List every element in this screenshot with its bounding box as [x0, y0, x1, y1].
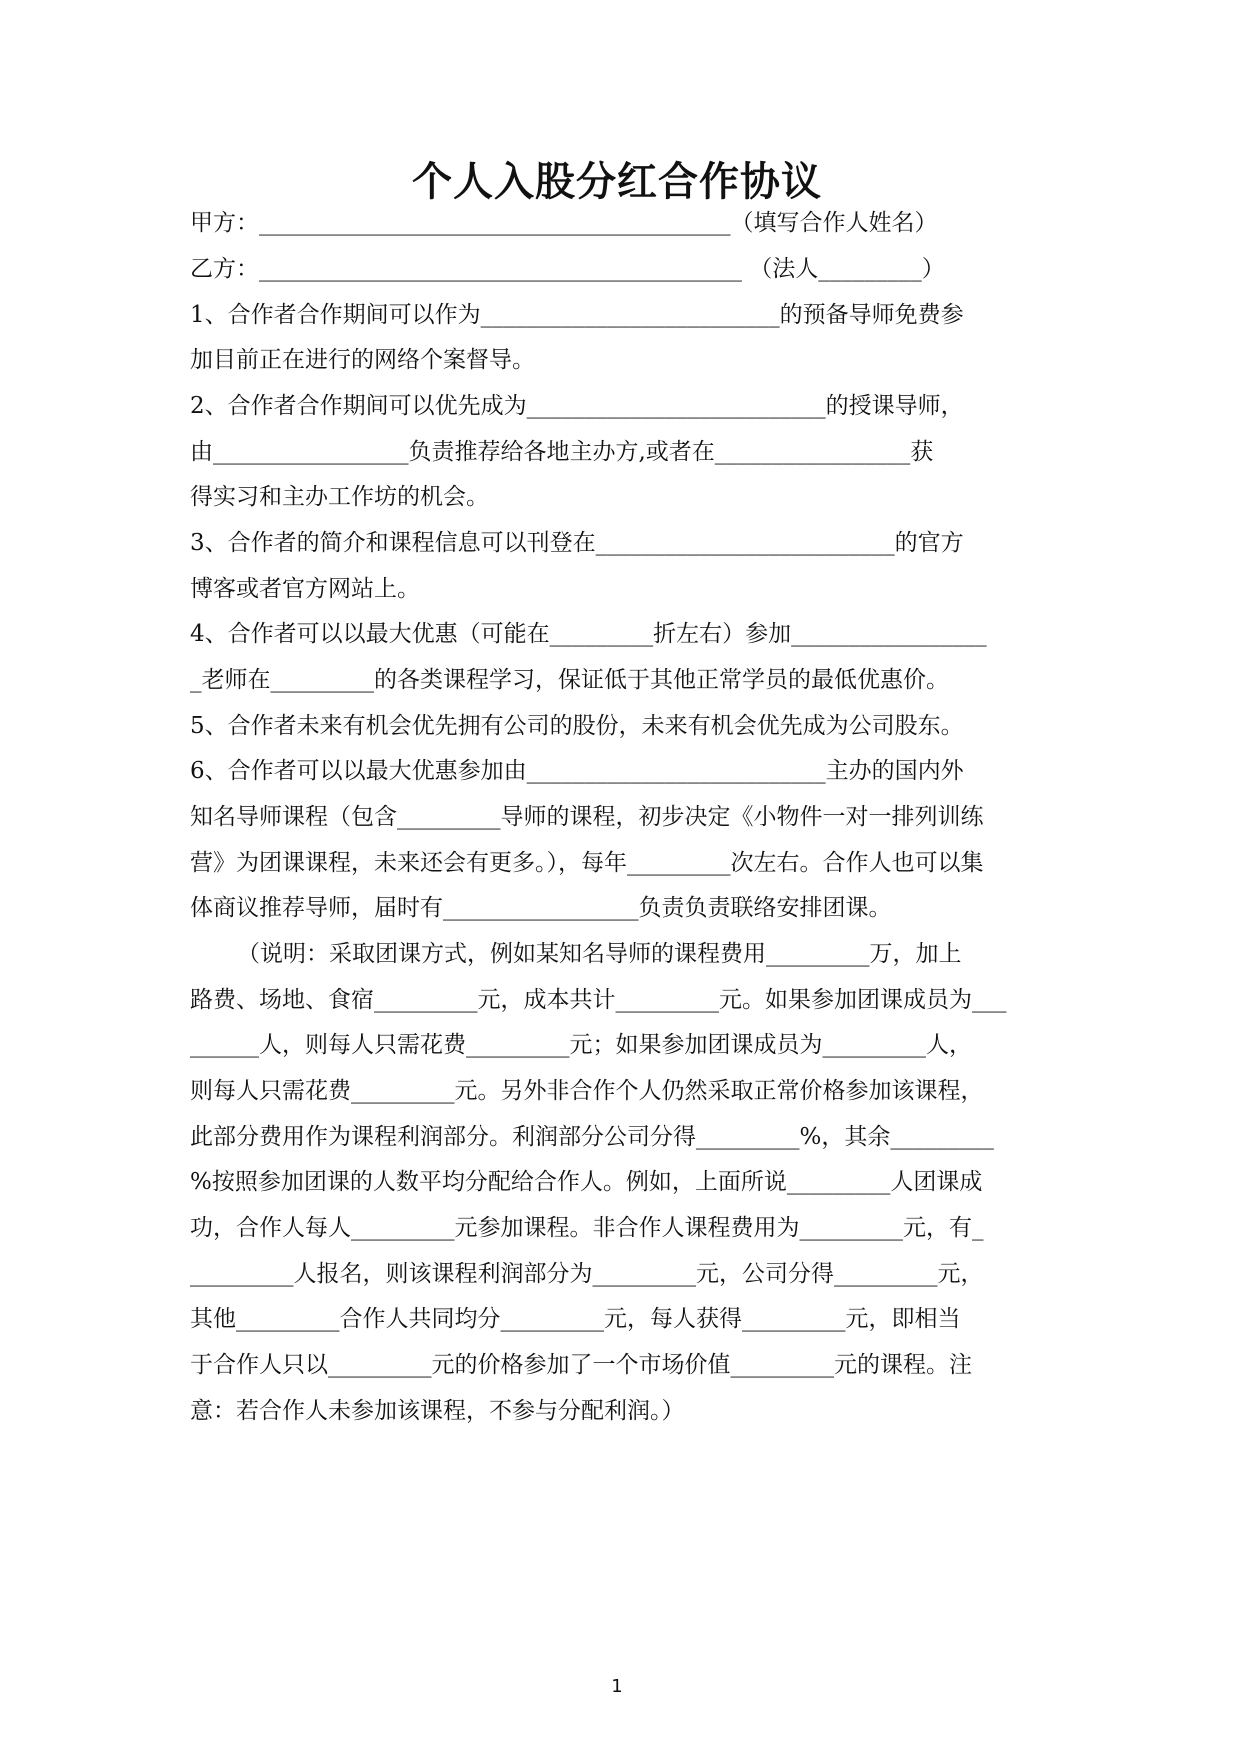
note-line-2: 路费、场地、食宿_________元，成本共计_________元。如果参加团课成员为___	[190, 987, 1007, 1013]
party-a-line: 甲方：_________________________________________（填写合作人姓名）	[190, 210, 938, 236]
clause-3-line-2: 博客或者官方网站上。	[190, 576, 420, 602]
clause-6-line-2: 知名导师课程（包含_________导师的课程，初步决定《小物件一对一排列训练	[190, 804, 984, 830]
note-line-5: 此部分费用作为课程利润部分。利润部分公司分得_________%，其余_________	[190, 1124, 994, 1150]
clause-2-line-3: 得实习和主办工作坊的机会。	[190, 484, 489, 510]
note-line-4: 则每人只需花费_________元。另外非合作个人仍然采取正常价格参加该课程，	[190, 1078, 984, 1104]
clause-5-line-1: 5、合作者未来有机会优先拥有公司的股份，未来有机会优先成为公司股东。	[190, 713, 964, 739]
clause-3-line-1: 3、合作者的简介和课程信息可以刊登在__________________________的官方	[190, 530, 964, 556]
note-line-7: 功，合作人每人_________元参加课程。非合作人课程费用为_________元，有_	[190, 1215, 984, 1241]
clause-1-line-2: 加目前正在进行的网络个案督导。	[190, 347, 535, 373]
party-b-line: 乙方：__________________________________________ （法人_________）	[190, 256, 945, 282]
clause-6-line-3: 营》为团课课程，未来还会有更多。），每年_________次左右。合作人也可以集	[190, 850, 984, 876]
clause-4-line-1: 4、合作者可以以最大优惠（可能在_________折左右）参加_________________	[190, 621, 987, 647]
clause-6-line-4: 体商议推荐导师，届时有_________________负责负责联络安排团课。	[190, 895, 892, 921]
note-line-9: 其他_________合作人共同均分_________元，每人获得_________元，即相当	[190, 1306, 961, 1332]
clause-6-line-1: 6、合作者可以以最大优惠参加由__________________________主办的国内外	[190, 758, 964, 784]
clause-2-line-1: 2、合作者合作期间可以优先成为__________________________的授课导师，	[190, 393, 964, 419]
clause-1-line-1: 1、合作者合作期间可以作为__________________________的预备导师免费参	[190, 302, 964, 328]
page-number: 1	[611, 1676, 623, 1697]
note-line-8: _________人报名，则该课程利润部分为_________元，公司分得_________元，	[190, 1261, 984, 1287]
note-line-6: %按照参加团课的人数平均分配给合作人。例如，上面所说_________人团课成	[190, 1169, 983, 1195]
note-line-1: （说明：采取团课方式，例如某知名导师的课程费用_________万，加上	[237, 941, 962, 967]
note-line-3: ______人，则每人只需花费_________元；如果参加团课成员为_________人，	[190, 1032, 972, 1058]
document-title: 个人入股分红合作协议	[412, 159, 822, 205]
note-line-10: 于合作人只以_________元的价格参加了一个市场价值_________元的课程。注	[190, 1352, 972, 1378]
clause-2-line-2: 由_________________负责推荐给各地主办方,或者在_________________获	[190, 439, 934, 465]
note-line-11: 意：若合作人未参加该课程，不参与分配利润。）	[190, 1398, 685, 1424]
clause-4-line-2: _老师在_________的各类课程学习，保证低于其他正常学员的最低优惠价。	[190, 667, 949, 693]
